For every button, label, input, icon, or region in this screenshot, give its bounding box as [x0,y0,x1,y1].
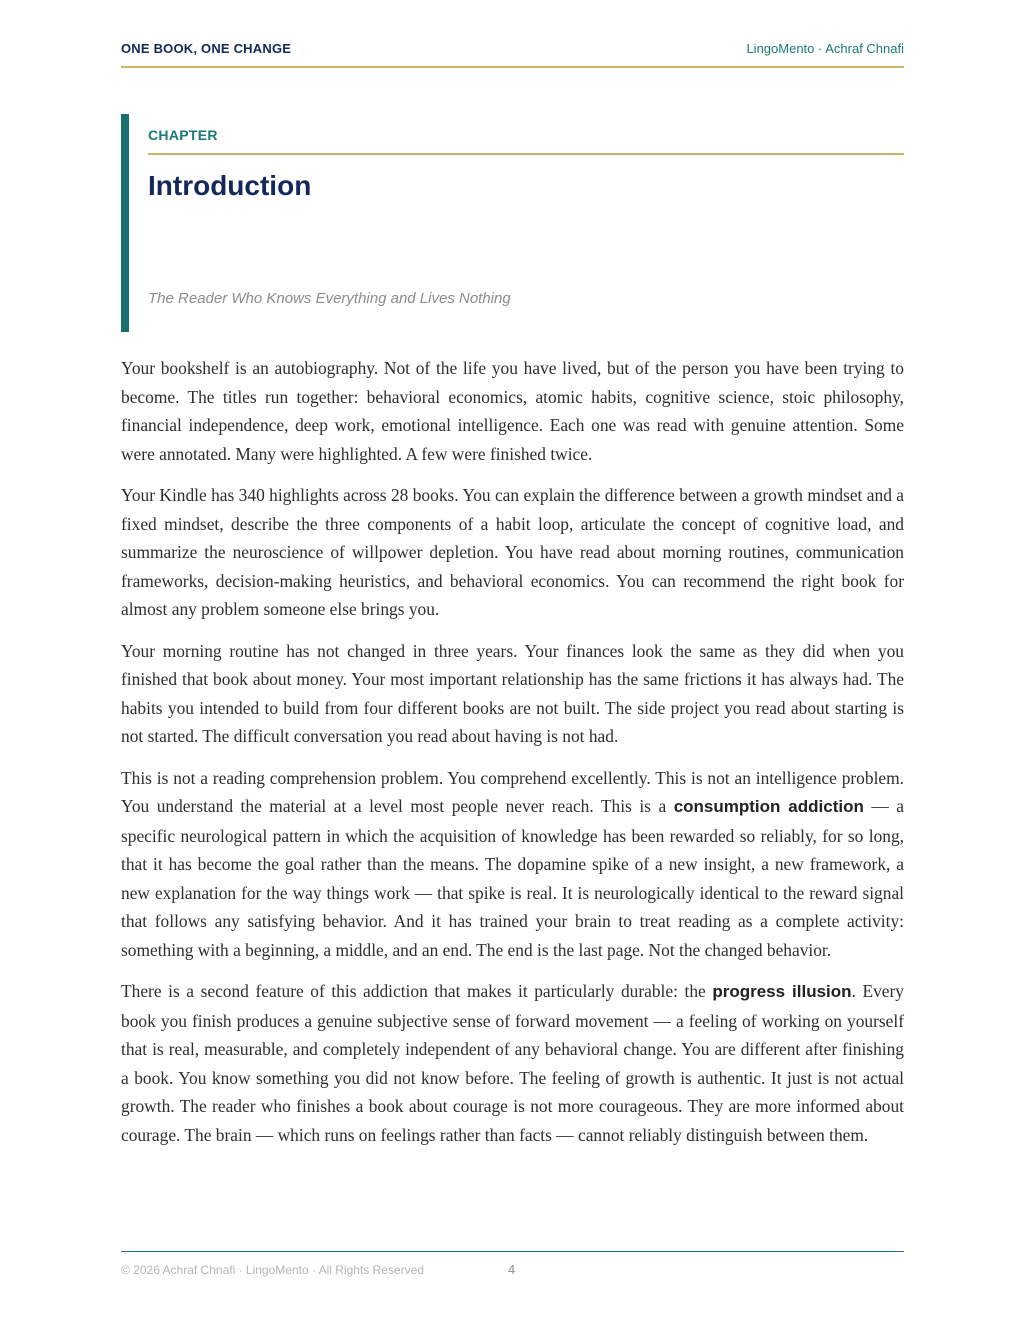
author-line: LingoMento · Achraf Chnafi [746,41,904,56]
chapter-heading-block [121,114,904,332]
paragraph: Your morning routine has not changed in three years. Your finances look the same as they did when you finished that book about money. Your most important relationship has the same frictions it has always had. The habits you intended to build from four different books are not built. The side project you read about starting is not started. The difficult conversation you read about having is not had. [121,640,904,746]
chapter-divider [148,153,904,155]
paragraph: Your bookshelf is an autobiography. Not of the life you have lived, but of the person you have been trying to become. The titles run together: behavioral economics, atomic habits, cognitive science, stoic philosophy, financial independence, deep work, emotional intelligence. Each one was read with genuine attention. Some were annotated. Many were highlighted. A few were finished twice. [121,358,904,464]
key-term-progress-illusion: progress illusion [712,982,852,1001]
chapter-label: CHAPTER [148,127,218,143]
paragraph-text: There is a second feature of this addiction that makes it particularly durable: the [121,981,713,1001]
chapter-title: Introduction [148,170,312,201]
chapter-subtitle: The Reader Who Knows Everything and Lives Nothing [148,290,511,307]
page-number: 4 [508,1262,516,1277]
paragraph-text: This is not a reading comprehension problem. You comprehend excellently. This is not an intelligence problem. You understand the material at a level most people never reach. This is a [121,767,904,816]
paragraph [121,764,904,965]
copyright-notice: © 2026 Achraf Chnafi · LingoMento · All Rights Reserved [121,1263,424,1277]
running-header [121,40,904,68]
book-title: ONE BOOK, ONE CHANGE [121,41,292,56]
paragraph [121,977,904,1149]
chapter-accent-bar [121,114,129,332]
paragraph-text: . Every book you finish produces a genuine subjective sense of forward movement — a feeling of working on yourself that is real, measurable, and completely independent of any behavioral change. You are different after finishing a book. You know something you did not know before. The feeling of growth is authentic. It just is not actual growth. The reader who finishes a book about courage is not more courageous. They are more informed about courage. The brain — which runs on feelings rather than facts — cannot reliably distinguish between them. [121,981,904,1145]
key-term-consumption-addiction: consumption addiction [673,797,864,816]
paragraph-text: — a specific neurological pattern in which the acquisition of knowledge has been rewarded so reliably, for so long, that it has become the goal rather than the means. The dopamine spike of a new insight, a new framework, a new explanation for the way things work — that spike is real. It is neurologically identical to the reward signal that follows any satisfying behavior. And it has trained your brain to treat reading as a complete activity: something with a beginning, a middle, and an end. The end is the last page. Not the changed behavior. [121,796,904,960]
page-footer [121,1251,904,1277]
paragraph: Your Kindle has 340 highlights across 28 books. You can explain the difference between a growth mindset and a fixed mindset, describe the three components of a habit loop, articulate the concept of cognitive load, and summarize the neuroscience of willpower depletion. You have read about morning routines, communication frameworks, decision-making heuristics, and behavioral economics. You can recommend the right book for almost any problem someone else brings you. [121,485,904,619]
chapter-body [121,354,904,1162]
